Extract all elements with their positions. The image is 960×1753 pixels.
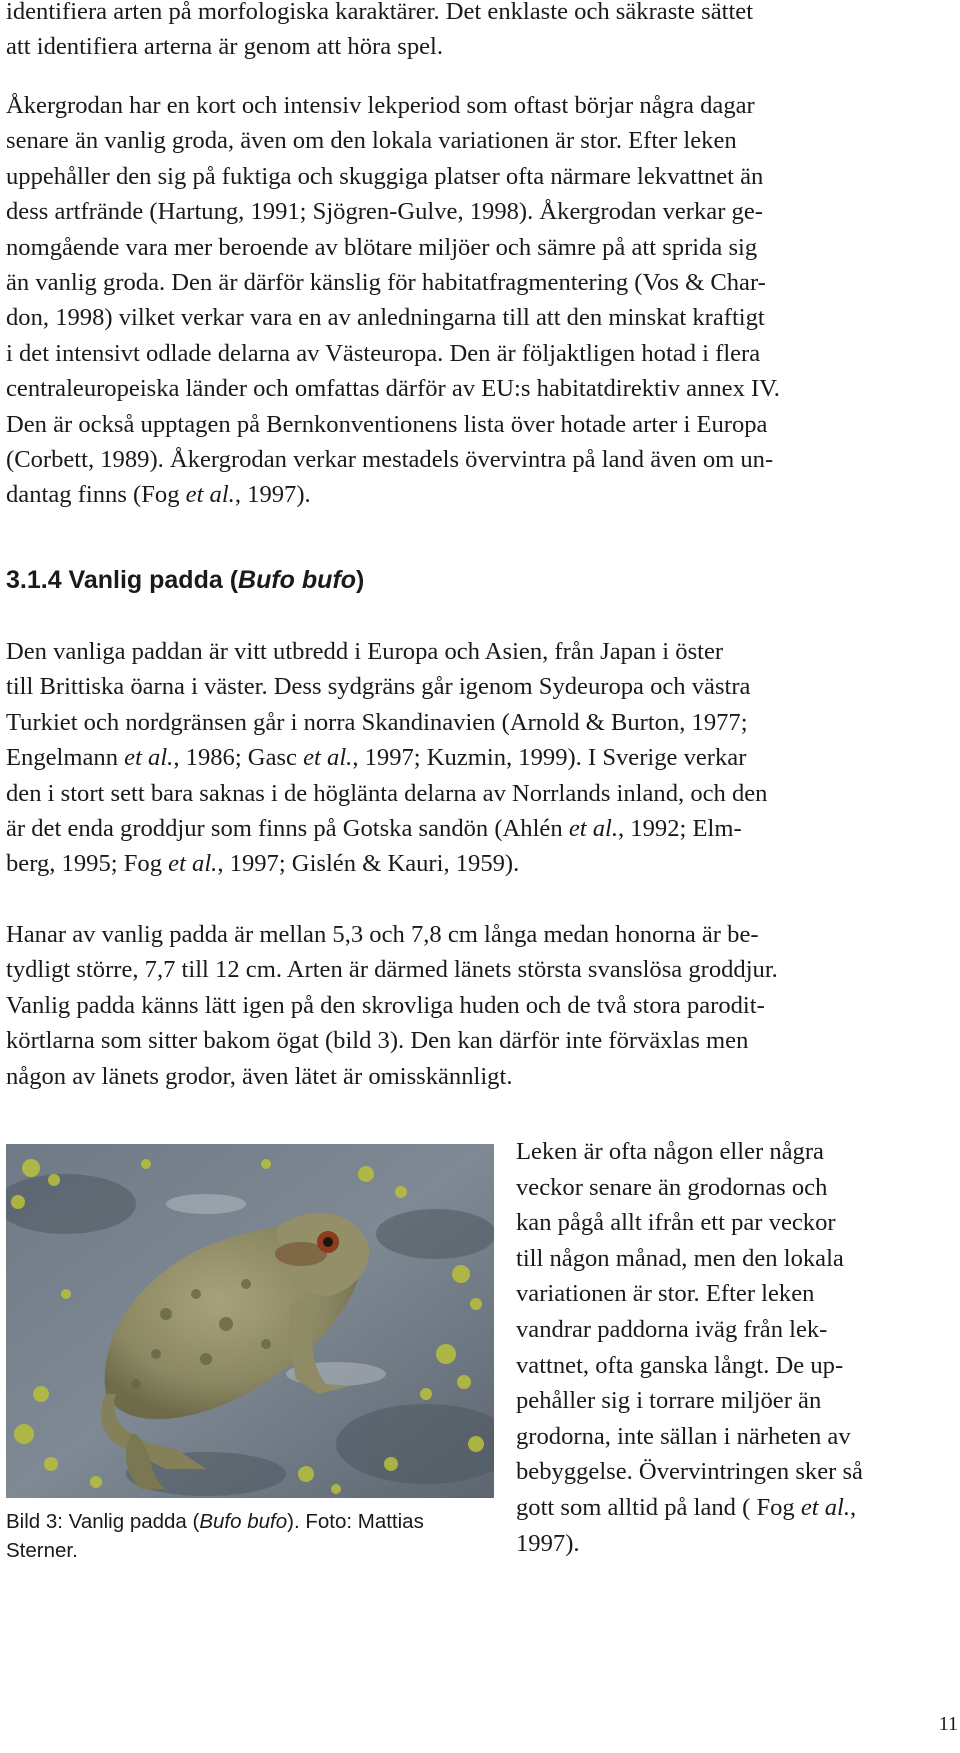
- text-line: [6, 811, 936, 846]
- text-line: Vanlig padda känns lätt igen på den skrovliga huden och de två stora parodit-: [6, 991, 765, 1019]
- text-line: identifiera arten på morfologiska karaktärer. Det enklaste och säkraste sättet: [6, 0, 754, 25]
- text-run: ,: [850, 1493, 857, 1521]
- text-line: centraleuropeiska länder och omfattas därför av EU:s habitatdirektiv annex IV.: [6, 375, 780, 403]
- photo-caption: [6, 1508, 486, 1565]
- text-line: bebyggelse. Övervintringen sker så: [516, 1458, 863, 1486]
- text-run: , 1997).: [234, 481, 311, 509]
- text-line: [6, 477, 936, 512]
- text-line: i det intensivt odlade delarna av Västeuropa. Den är följaktligen hotad i flera: [6, 339, 761, 367]
- text-run: , 1997; Kuzmin, 1999). I Sverige verkar: [352, 744, 747, 772]
- text-line: någon av länets grodor, även lätet är omisskännligt.: [6, 1062, 513, 1090]
- caption-species-italic: Bufo bufo: [199, 1510, 288, 1533]
- text-line: senare än vanlig groda, även om den lokala variationen är stor. Efter leken: [6, 127, 737, 155]
- text-run: Bild 3: Vanlig padda (: [6, 1510, 200, 1533]
- text-line: Turkiet och nordgränsen går i norra Skandinavien (Arnold & Burton, 1977;: [6, 708, 748, 736]
- citation-italic: et al.: [800, 1493, 851, 1521]
- text-line: till någon månad, men den lokala: [516, 1244, 844, 1272]
- paragraph-description: [6, 917, 936, 1094]
- citation-italic: et al.: [303, 744, 353, 772]
- section-heading: [6, 562, 364, 598]
- text-line: nomgående vara mer beroende av blötare miljöer och sämre på att sprida sig: [6, 233, 758, 261]
- caption-line: Sterner.: [6, 1538, 78, 1562]
- paragraph-spawning: [516, 1134, 946, 1561]
- text-line: Hanar av vanlig padda är mellan 5,3 och 7,8 cm långa medan honorna är be-: [6, 921, 759, 948]
- text-line: Leken är ofta någon eller några: [516, 1138, 824, 1165]
- text-line: pehåller sig i torrare miljöer än: [516, 1387, 822, 1415]
- text-line: [6, 846, 936, 881]
- text-run: , 1997; Gislén & Kauri, 1959).: [217, 850, 520, 878]
- text-run: , 1992; Elm-: [618, 815, 742, 843]
- paragraph-identification: [6, 0, 936, 65]
- text-line: kan pågå allt ifrån ett par veckor: [516, 1209, 836, 1237]
- text-line: än vanlig groda. Den är därför känslig för habitatfragmentering (Vos & Char-: [6, 269, 766, 297]
- paragraph-akergroda: [6, 88, 936, 513]
- text-run: Engelmann: [6, 744, 125, 772]
- text-line: vattnet, ofta ganska långt. De up-: [516, 1351, 844, 1379]
- paragraph-distribution: [6, 634, 936, 882]
- text-line: veckor senare än grodornas och: [516, 1173, 828, 1201]
- text-line: (Corbett, 1989). Åkergrodan verkar mestadels övervintra på land även om un-: [6, 446, 774, 474]
- heading-text: ): [356, 566, 365, 594]
- caption-line: [6, 1508, 486, 1537]
- text-line: 1997).: [516, 1529, 580, 1557]
- citation-italic: et al.: [168, 850, 218, 878]
- page-number: 11: [938, 1713, 958, 1735]
- text-line: variationen är stor. Efter leken: [516, 1280, 815, 1308]
- text-line: att identifiera arterna är genom att höra spel.: [6, 33, 444, 61]
- text-line: Den är också upptagen på Bernkonventionens lista över hotade arter i Europa: [6, 410, 768, 438]
- text-line: vandrar paddorna iväg från lek-: [516, 1315, 828, 1343]
- text-line: Åkergrodan har en kort och intensiv lekperiod som oftast börjar några dagar: [6, 92, 755, 119]
- toad-photo-illustration: [6, 1144, 494, 1498]
- text-run: är det enda groddjur som finns på Gotska sandön (Ahlén: [6, 815, 569, 843]
- text-run: gott som alltid på land ( Fog: [516, 1493, 801, 1521]
- text-run: berg, 1995; Fog: [6, 850, 169, 878]
- text-line: [6, 740, 936, 775]
- text-line: till Brittiska öarna i väster. Dess sydgräns går igenom Sydeuropa och västra: [6, 673, 751, 701]
- text-line: den i stort sett bara saknas i de höglänta delarna av Norrlands inland, och den: [6, 779, 768, 807]
- toad-photo: [6, 1144, 494, 1498]
- text-line: tydligt större, 7,7 till 12 cm. Arten är därmed länets största svanslösa groddjur.: [6, 956, 778, 984]
- heading-text: 3.1.4 Vanlig padda (: [6, 566, 239, 594]
- text-run: ). Foto: Mattias: [287, 1510, 424, 1533]
- text-line: dess artfrände (Hartung, 1991; Sjögren-Gulve, 1998). Åkergrodan verkar ge-: [6, 198, 763, 226]
- text-run: dantag finns (Fog: [6, 481, 186, 509]
- text-run: , 1986; Gasc: [173, 744, 304, 772]
- citation-italic: et al.: [124, 744, 174, 772]
- text-line: don, 1998) vilket verkar vara en av anledningarna till att den minskat kraftigt: [6, 304, 765, 332]
- text-line: körtlarna som sitter bakom ögat (bild 3). Den kan därför inte förväxlas men: [6, 1027, 749, 1055]
- text-line: grodorna, inte sällan i närheten av: [516, 1422, 851, 1450]
- text-line: Den vanliga paddan är vitt utbredd i Europa och Asien, från Japan i öster: [6, 638, 724, 665]
- citation-italic: et al.: [185, 481, 235, 509]
- text-line: [516, 1490, 946, 1526]
- heading-species-italic: Bufo bufo: [238, 566, 357, 594]
- text-line: uppehåller den sig på fuktiga och skuggiga platser ofta närmare lekvattnet än: [6, 162, 764, 190]
- citation-italic: et al.: [568, 815, 618, 843]
